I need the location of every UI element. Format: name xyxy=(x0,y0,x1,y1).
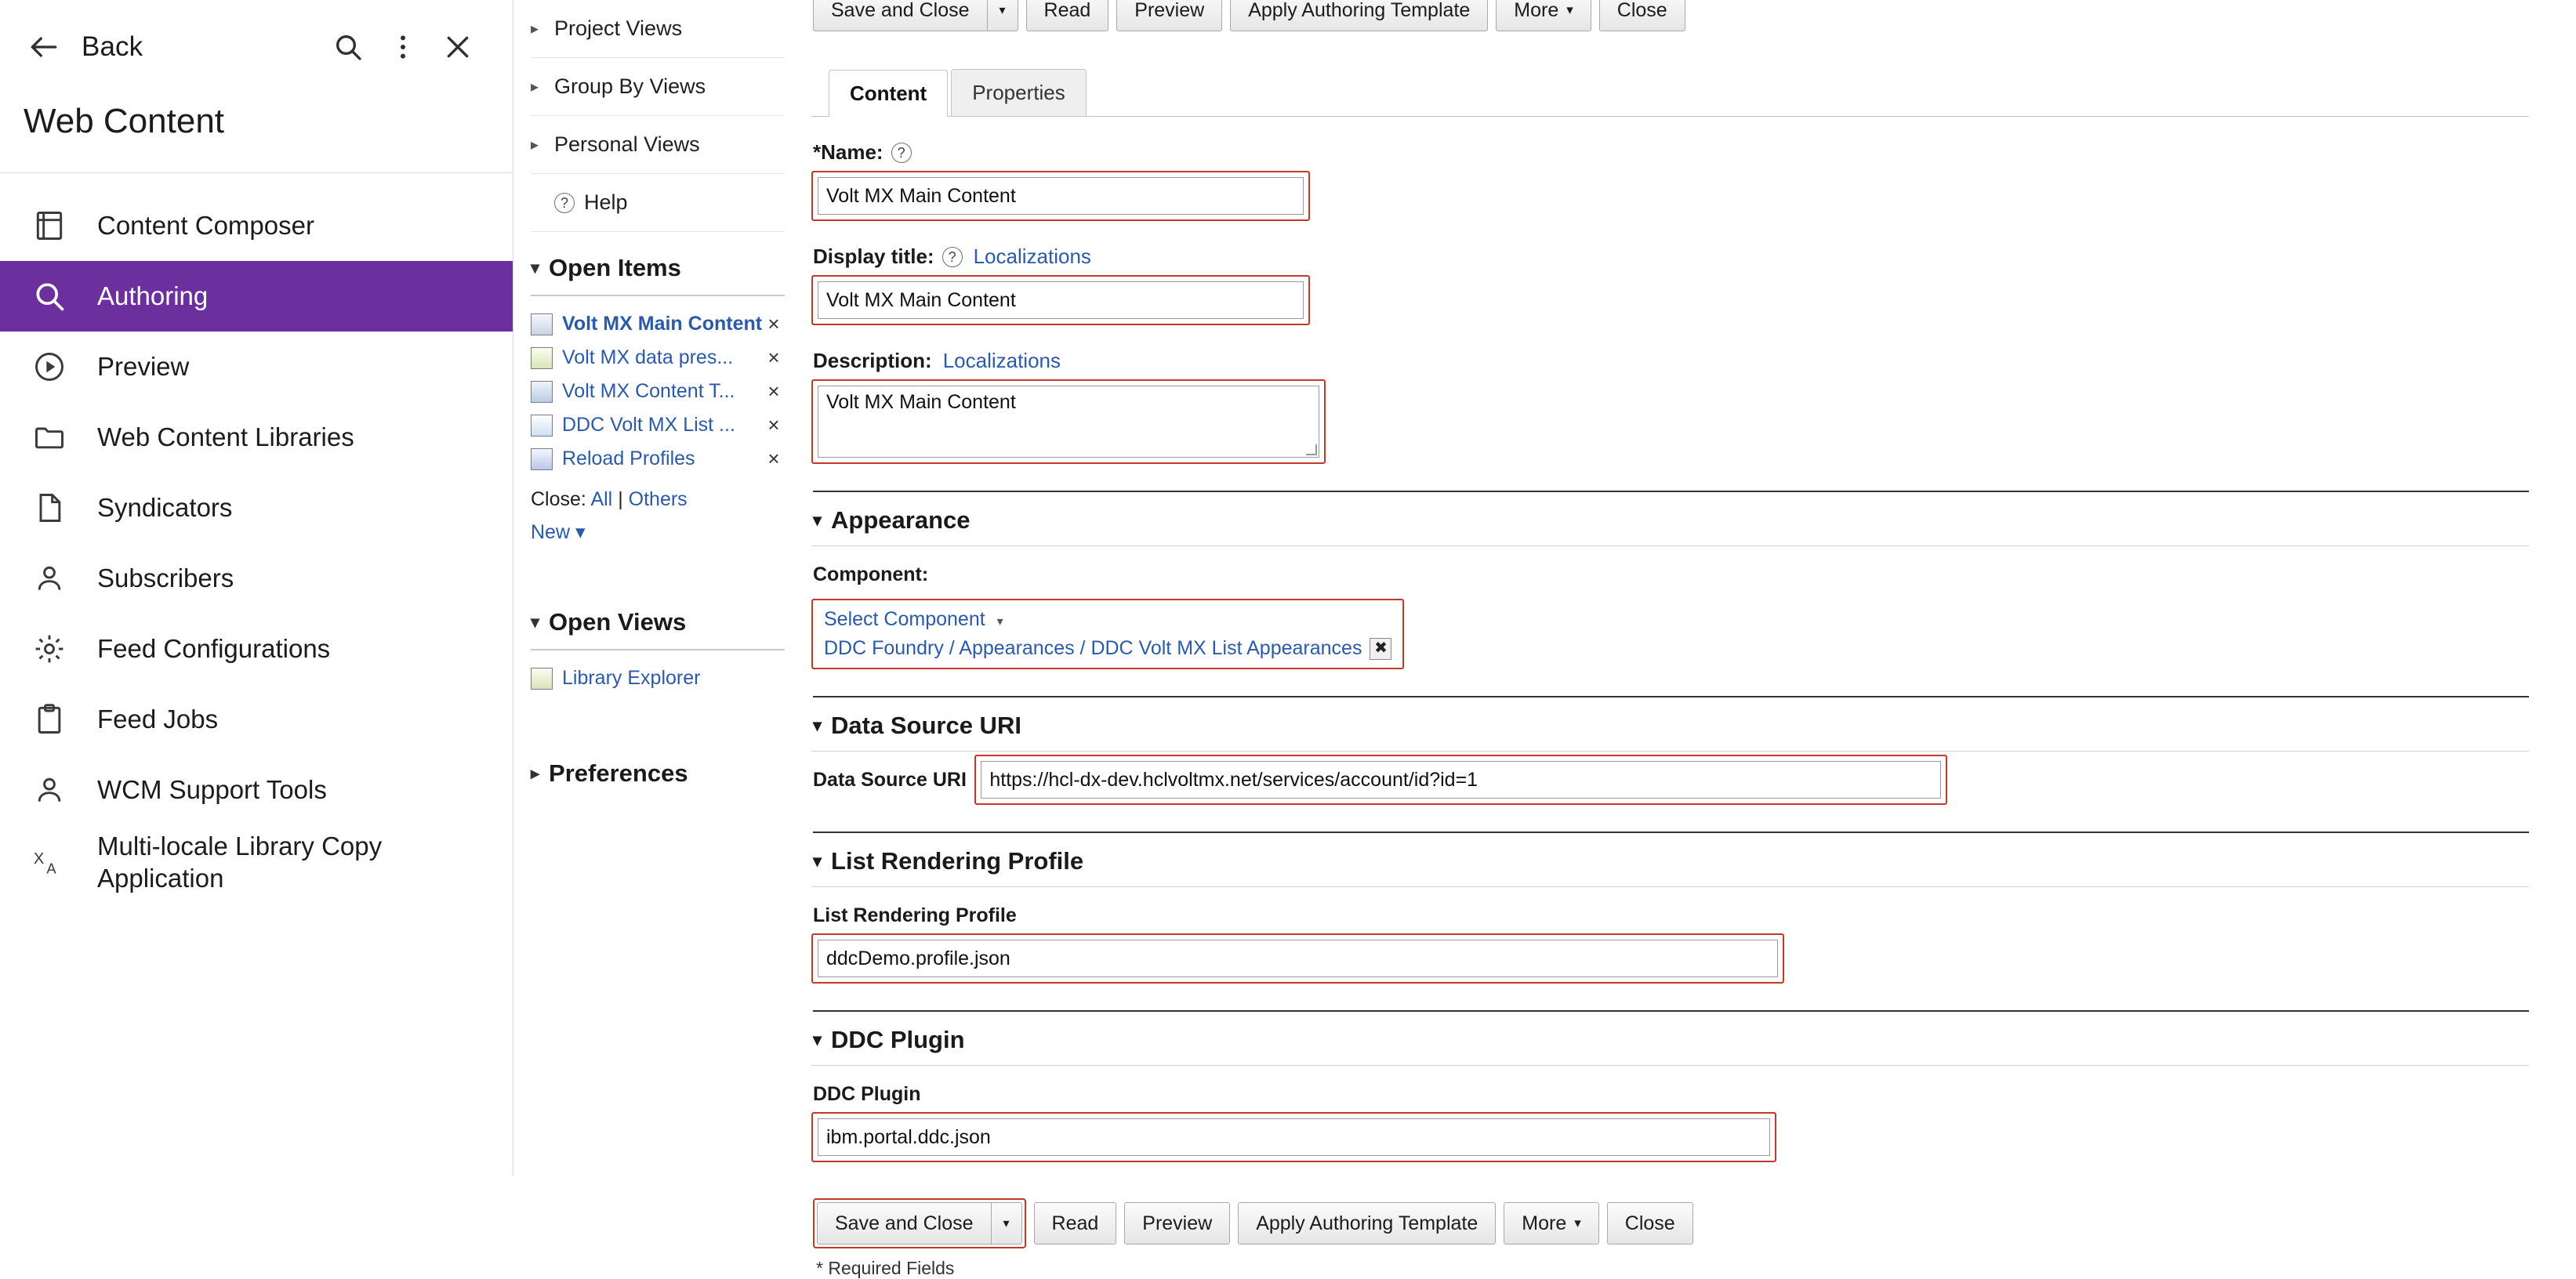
ddc-plugin-input[interactable]: ibm.portal.ddc.json xyxy=(818,1118,1770,1156)
content-item-icon xyxy=(531,415,553,437)
list-rendering-profile-input[interactable]: ddcDemo.profile.json xyxy=(818,940,1778,977)
list-rendering-divider xyxy=(811,886,2529,887)
top-toolbar xyxy=(811,0,2529,31)
form-tabs xyxy=(811,69,2529,117)
help-icon: ? xyxy=(554,193,575,213)
select-component-label: Select Component xyxy=(824,608,985,630)
close-icon[interactable] xyxy=(436,25,480,69)
open-view-link[interactable]: Library Explorer xyxy=(562,667,701,689)
save-and-close-button[interactable]: Save and Close xyxy=(817,1202,991,1245)
new-menu-button[interactable] xyxy=(531,520,785,544)
views-panel-inner xyxy=(513,0,811,800)
clipboard-icon xyxy=(28,698,71,741)
required-fields-note: * Required Fields xyxy=(816,1258,955,1278)
sidebar-item-web-content-libraries[interactable] xyxy=(0,402,513,473)
sidebar-item-content-composer[interactable] xyxy=(0,190,513,261)
close-icon[interactable]: × xyxy=(767,447,780,470)
search-icon xyxy=(28,275,71,317)
sidebar-item-feed-configurations[interactable] xyxy=(0,614,513,684)
sidebar-item-label: Content Composer xyxy=(97,211,314,241)
more-button[interactable] xyxy=(1496,0,1591,31)
apply-authoring-template-button[interactable]: Apply Authoring Template xyxy=(1238,1202,1496,1245)
sidebar-item-label: Preview xyxy=(97,352,190,382)
chevron-down-icon: ▾ xyxy=(1566,2,1573,17)
display-title-field-highlight xyxy=(811,275,1310,325)
tab-properties[interactable]: Properties xyxy=(951,69,1087,116)
close-icon[interactable]: × xyxy=(767,379,780,403)
display-title-label-row xyxy=(813,245,2529,269)
apply-authoring-template-button[interactable]: Apply Authoring Template xyxy=(1230,0,1488,31)
sidebar-item-multi-locale-library-copy-application[interactable] xyxy=(0,825,513,900)
chevron-down-icon: ▾ xyxy=(996,615,1003,629)
open-items-title: Open Items xyxy=(549,254,681,281)
content-form-inner xyxy=(811,0,2576,1279)
appearance-divider xyxy=(811,545,2529,546)
back-label[interactable]: Back xyxy=(82,31,143,62)
list-item[interactable] xyxy=(531,307,785,341)
gear-icon xyxy=(28,628,71,670)
list-rendering-section-header[interactable] xyxy=(813,832,2529,875)
tab-content[interactable]: Content xyxy=(829,70,948,117)
sidebar-item-subscribers[interactable] xyxy=(0,543,513,614)
list-item[interactable] xyxy=(531,661,785,695)
data-source-uri-input[interactable]: https://hcl-dx-dev.hclvoltmx.net/services/account/id?id=1 xyxy=(981,761,1941,799)
appearance-title: Appearance xyxy=(831,506,971,534)
name-label-row xyxy=(813,140,2529,165)
content-item-icon xyxy=(531,381,553,403)
content-form-panel xyxy=(811,0,2576,1278)
search-icon[interactable] xyxy=(326,25,370,69)
sidebar-item-label: Syndicators xyxy=(97,493,233,523)
folder-icon xyxy=(28,416,71,458)
tree-item-label: Personal Views xyxy=(554,132,700,156)
ddc-plugin-title: DDC Plugin xyxy=(831,1026,965,1053)
sidebar-item-authoring[interactable] xyxy=(0,261,513,332)
content-item-icon xyxy=(531,313,553,335)
back-arrow-icon[interactable] xyxy=(24,27,64,67)
appearance-section-header[interactable] xyxy=(813,491,2529,534)
list-rendering-field-label: List Rendering Profile xyxy=(813,904,1017,926)
tree-item-help[interactable] xyxy=(531,174,785,232)
more-button[interactable] xyxy=(1504,1202,1599,1245)
preview-button[interactable]: Preview xyxy=(1124,1202,1230,1245)
sidebar-nav xyxy=(0,190,513,900)
resize-grip-icon[interactable] xyxy=(1306,444,1317,455)
open-item-link[interactable]: Volt MX Content T... xyxy=(562,380,735,402)
component-path-link[interactable]: DDC Foundry / Appearances / DDC Volt MX List Appearances xyxy=(824,637,1362,659)
chevron-down-icon: ▾ xyxy=(531,612,540,632)
svg-text:X: X xyxy=(33,850,45,868)
close-icon[interactable]: × xyxy=(767,413,780,437)
close-prefix-label: Close: xyxy=(531,488,586,510)
sidebar-item-preview[interactable] xyxy=(0,332,513,402)
display-title-label: Display title: xyxy=(813,245,934,268)
chevron-right-icon: ▸ xyxy=(531,20,539,38)
sidebar-item-label: Feed Jobs xyxy=(97,705,219,734)
open-views-header[interactable] xyxy=(531,586,785,650)
component-path-row xyxy=(824,637,1391,660)
translate-icon xyxy=(28,841,71,883)
description-value: Volt MX Main Content xyxy=(826,391,1016,413)
help-icon[interactable]: ? xyxy=(891,143,912,163)
play-circle-icon xyxy=(28,346,71,388)
open-item-link[interactable]: Volt MX Main Content xyxy=(562,313,763,335)
tree-item-project-views[interactable] xyxy=(531,0,785,58)
tree-item-label: Project Views xyxy=(554,16,683,40)
list-item[interactable] xyxy=(531,408,785,442)
description-label-row xyxy=(813,349,2529,373)
ddc-plugin-field-label: DDC Plugin xyxy=(813,1083,921,1105)
close-all-link[interactable]: All xyxy=(590,488,613,510)
close-others-link[interactable]: Others xyxy=(628,488,688,510)
chevron-down-icon: ▾ xyxy=(813,851,822,871)
save-and-close-dropdown[interactable]: ▾ xyxy=(991,1202,1022,1245)
description-field-highlight xyxy=(811,379,1326,464)
data-source-field-label: Data Source URI xyxy=(813,769,971,792)
sidebar-item-label: Multi-locale Library Copy Application xyxy=(97,832,383,893)
name-input[interactable]: Volt MX Main Content xyxy=(818,177,1304,215)
user-icon xyxy=(28,769,71,811)
chevron-down-icon: ▾ xyxy=(575,521,586,543)
open-views-title: Open Views xyxy=(549,608,687,636)
data-source-title: Data Source URI xyxy=(831,712,1021,739)
read-button[interactable]: Read xyxy=(1034,1202,1117,1245)
description-label: Description: xyxy=(813,349,932,372)
sidebar-topbar xyxy=(0,0,513,94)
list-item[interactable] xyxy=(531,375,785,408)
chevron-down-icon: ▾ xyxy=(813,510,822,530)
chevron-down-icon: ▾ xyxy=(813,716,822,735)
more-label: More xyxy=(1522,1212,1567,1234)
list-rendering-field-highlight xyxy=(811,933,1784,984)
open-item-link[interactable]: DDC Volt MX List ... xyxy=(562,414,735,436)
ddc-plugin-field-highlight xyxy=(811,1112,1776,1162)
close-separator: | xyxy=(618,488,623,510)
tree-item-group-by-views[interactable] xyxy=(531,58,785,116)
close-actions-row xyxy=(531,488,785,511)
component-field-highlight xyxy=(811,599,1404,669)
views-panel xyxy=(513,0,811,1176)
description-textarea[interactable] xyxy=(818,386,1319,458)
sidebar-item-wcm-support-tools[interactable] xyxy=(0,755,513,825)
ddc-plugin-divider xyxy=(811,1065,2529,1066)
list-item[interactable] xyxy=(531,341,785,375)
data-source-section-header[interactable] xyxy=(813,696,2529,740)
sidebar-item-syndicators[interactable] xyxy=(0,473,513,543)
close-button[interactable]: Close xyxy=(1599,0,1685,31)
chevron-down-icon: ▾ xyxy=(813,1030,822,1049)
new-label: New xyxy=(531,521,571,543)
code-item-icon xyxy=(531,448,553,470)
preview-button[interactable]: Preview xyxy=(1116,0,1222,31)
sidebar-item-label: Feed Configurations xyxy=(97,634,331,664)
chevron-down-icon: ▾ xyxy=(531,258,540,277)
sidebar-item-label: Web Content Libraries xyxy=(97,422,354,452)
svg-text:A: A xyxy=(46,860,56,877)
close-icon[interactable]: × xyxy=(767,346,780,369)
open-item-link[interactable]: Volt MX data pres... xyxy=(562,346,734,368)
preferences-header[interactable] xyxy=(531,737,785,800)
bottom-toolbar xyxy=(811,1198,2529,1248)
sidebar-item-label: Subscribers xyxy=(97,563,234,593)
list-rendering-title: List Rendering Profile xyxy=(831,847,1084,875)
tree-item-label: Help xyxy=(584,190,628,214)
save-and-close-dropdown[interactable]: ▾ xyxy=(987,0,1018,31)
page-title: Web Content xyxy=(24,102,225,140)
list-item[interactable] xyxy=(531,442,785,476)
content-item-icon xyxy=(531,347,553,369)
data-source-field-highlight xyxy=(974,755,1947,805)
kebab-menu-icon[interactable] xyxy=(381,25,425,69)
close-icon[interactable]: × xyxy=(767,312,780,335)
read-button[interactable]: Read xyxy=(1026,0,1109,31)
document-icon xyxy=(28,487,71,529)
name-field-highlight xyxy=(811,171,1310,221)
sidebar-item-label: WCM Support Tools xyxy=(97,775,327,805)
save-and-close-split-button[interactable] xyxy=(813,0,1018,31)
chevron-right-icon: ▸ xyxy=(531,136,539,154)
display-title-input[interactable]: Volt MX Main Content xyxy=(818,281,1304,319)
save-and-close-button[interactable]: Save and Close xyxy=(813,0,987,31)
content-composer-icon xyxy=(28,205,71,247)
data-source-divider xyxy=(811,751,2529,752)
save-and-close-split-button-bottom[interactable] xyxy=(813,1198,1026,1248)
remove-component-icon[interactable]: ✖ xyxy=(1370,638,1391,660)
user-icon xyxy=(28,557,71,600)
sidebar-divider xyxy=(0,172,513,173)
chevron-right-icon: ▸ xyxy=(531,763,540,783)
left-sidebar xyxy=(0,0,513,1176)
sidebar-item-feed-jobs[interactable] xyxy=(0,684,513,755)
library-explorer-icon xyxy=(531,668,553,690)
help-icon[interactable]: ? xyxy=(942,247,963,267)
component-label: Component: xyxy=(813,563,929,585)
chevron-right-icon: ▸ xyxy=(531,78,539,96)
ddc-plugin-section-header[interactable] xyxy=(813,1010,2529,1054)
select-component-dropdown[interactable] xyxy=(824,608,1391,631)
sidebar-item-label: Authoring xyxy=(97,281,209,311)
display-title-localizations-link[interactable]: Localizations xyxy=(973,245,1091,268)
open-items-header[interactable] xyxy=(531,232,785,296)
chevron-down-icon: ▾ xyxy=(1574,1216,1581,1230)
tree-item-personal-views[interactable] xyxy=(531,116,785,174)
description-localizations-link[interactable]: Localizations xyxy=(942,349,1061,372)
name-label: *Name: xyxy=(813,140,883,164)
tree-item-label: Group By Views xyxy=(554,74,706,98)
more-label: More xyxy=(1514,0,1559,21)
preferences-title: Preferences xyxy=(549,759,688,787)
close-button[interactable]: Close xyxy=(1607,1202,1693,1245)
open-item-link[interactable]: Reload Profiles xyxy=(562,447,695,469)
